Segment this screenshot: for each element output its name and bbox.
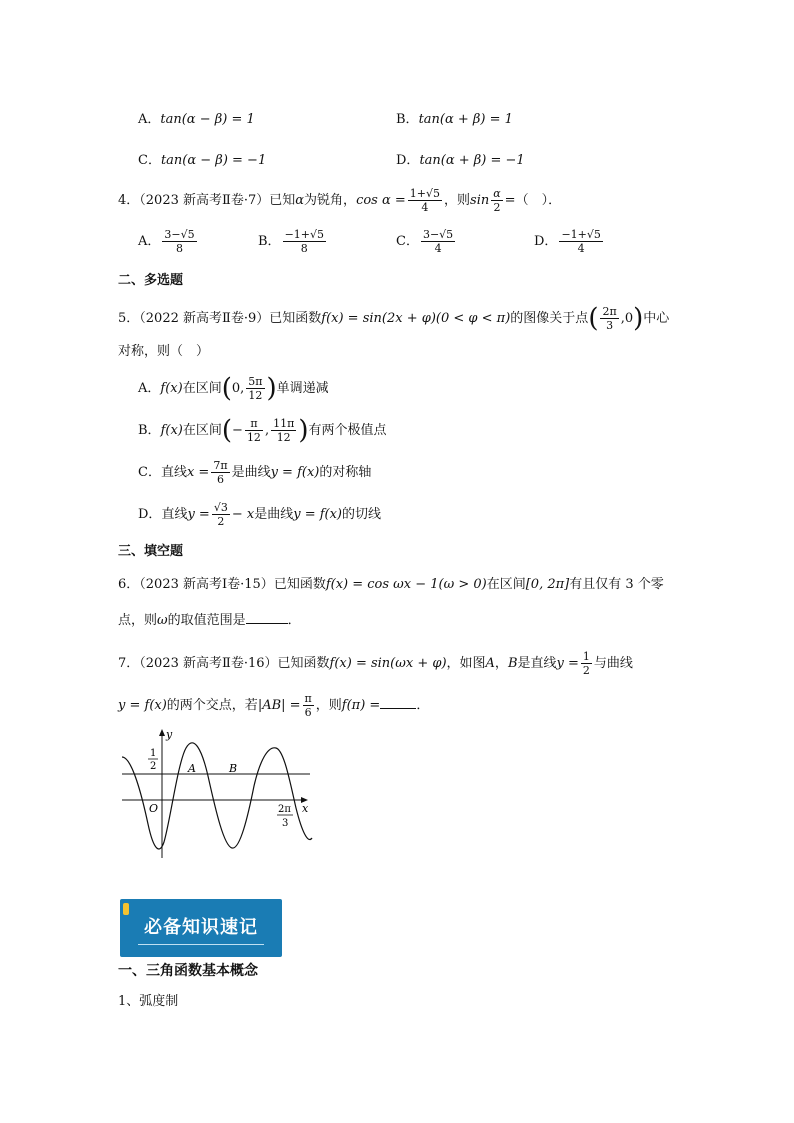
q6-stem: 6．（2023 新高考Ⅰ卷·15）已知函数f(x) = cos ωx − 1(ω > 0)在区间[0, 2π]有且仅有 3 个零 bbox=[118, 577, 664, 592]
graph-tick-num: 2π bbox=[278, 804, 291, 815]
q4-stem: 4．（2023 新高考Ⅱ卷·7）已知α为锐角，cos α = $\frac{1+√5}{4}$ ，则sin $\frac{\alpha}{2}$ =（ ）． bbox=[118, 187, 562, 214]
q3-option-c: C．tan(α − β) = −1 bbox=[138, 153, 267, 168]
section-heading-fill-blank: 三、填空题 bbox=[118, 544, 184, 559]
heading-trig-basics: 一、三角函数基本概念 bbox=[118, 963, 258, 979]
q7-answer-blank[interactable] bbox=[380, 696, 416, 709]
banner-underline bbox=[138, 944, 264, 945]
graph-point-a: A bbox=[188, 762, 196, 775]
graph-half-den: 2 bbox=[150, 761, 157, 772]
graph-half-num: 1 bbox=[150, 748, 157, 759]
q7-sine-graph bbox=[118, 726, 318, 860]
subheading-radian: 1、弧度制 bbox=[118, 994, 179, 1009]
banner-title: 必备知识速记 bbox=[144, 917, 258, 938]
graph-x-label: x bbox=[302, 802, 309, 815]
q4-option-b: B． $\frac{-1+√5}{8}$ bbox=[258, 228, 325, 255]
q6-stem-line2: 点，则ω的取值范围是 ． bbox=[118, 613, 301, 628]
q5-option-b: B．f(x)在区间(− $\frac{\pi}{12}$ , $\frac{11\pi}{12}$ )有两个极值点 bbox=[138, 415, 387, 446]
q5-stem-line2: 对称，则（ ） bbox=[118, 344, 210, 359]
q4-option-a: A． $\frac{3-√5}{8}$ bbox=[138, 228, 195, 255]
q3-option-d: D．tan(α + β) = −1 bbox=[396, 153, 525, 168]
graph-origin-label: O bbox=[149, 802, 159, 815]
knowledge-banner bbox=[120, 899, 282, 957]
q5-option-a: A．f(x)在区间(0, $\frac{5\pi}{12}$ )单调递减 bbox=[138, 373, 329, 404]
q4-option-c: C． $\frac{3-√5}{4}$ bbox=[396, 228, 454, 255]
graph-y-label: y bbox=[166, 728, 173, 741]
q6-answer-blank[interactable] bbox=[246, 611, 288, 624]
graph-point-b: B bbox=[229, 762, 238, 775]
q3-option-a: A．tan(α − β) = 1 bbox=[138, 112, 255, 127]
y-axis-arrow bbox=[159, 729, 165, 736]
q3-option-b: B．tan(α + β) = 1 bbox=[396, 112, 513, 127]
q7-stem-line2: y = f(x)的两个交点，若|AB| = $\frac{\pi}{6}$ ，则f(π) = ． bbox=[118, 692, 430, 719]
q5-option-c: C．直线x = $\frac{7\pi}{6}$ 是曲线y = f(x)的对称轴 bbox=[138, 459, 372, 486]
q5-option-d: D．直线y = $\frac{√3}{2}$ − x是曲线y = f(x)的切线 bbox=[138, 501, 382, 528]
q7-stem: 7．（2023 新高考Ⅱ卷·16）已知函数f(x) = sin(ωx + φ)，如图A，B是直线y = $\frac{1}{2}$ 与曲线 bbox=[118, 650, 633, 677]
q4-option-d: D． $\frac{-1+√5}{4}$ bbox=[534, 228, 601, 255]
graph-tick-den: 3 bbox=[282, 818, 289, 829]
q5-stem: 5．（2022 新高考Ⅱ卷·9）已知函数f(x) = sin(2x + φ)(0 < φ < π)的图像关于点( $\frac{2\pi}{3}$ ,0)中心 bbox=[118, 303, 670, 334]
section-heading-multiple-choice: 二、多选题 bbox=[118, 273, 184, 288]
